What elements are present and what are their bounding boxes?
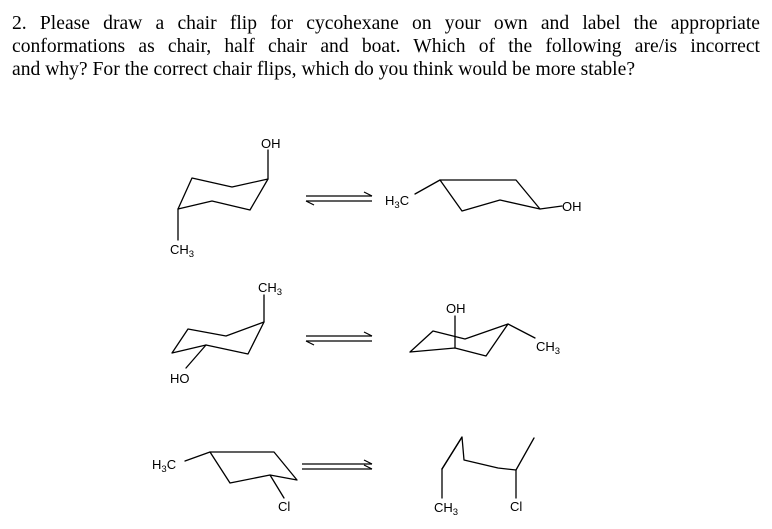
row1-right-chair [385, 180, 582, 214]
row2-right-chair [410, 301, 560, 357]
row2-left-ho-label: HO [170, 371, 190, 386]
row3-left-ring [210, 452, 297, 483]
row2-right-ring [410, 324, 508, 356]
row3-left-cl-label: Cl [278, 499, 291, 514]
row1-right-oh-label: OH [562, 199, 582, 214]
row3-left-h3c-label: $H_3C$ [152, 457, 177, 475]
question-line-3: and why? For the correct chair flips, which do you think would be more stable? [12, 59, 636, 80]
row1-left-ring [178, 178, 268, 210]
row3-right-ch3-label: $CH_3$ [434, 500, 459, 518]
row1-right-oh-bond [540, 206, 562, 209]
row3-right-ring-base [442, 437, 462, 469]
row1-left-ch3-label: $CH_3$ [170, 242, 195, 260]
question-line-1: 2. Please draw a chair flip for cycohexane on your own and label the appropriate [12, 13, 760, 34]
row3-equilibrium-arrow [302, 460, 372, 469]
row3-left-cl-bond [270, 475, 284, 498]
row2-left-ch3-label: $CH_3$ [258, 280, 283, 298]
row2-left-chair [170, 280, 282, 386]
row3-left-chair [152, 452, 297, 514]
row2-equilibrium-arrow [306, 332, 372, 345]
row2-right-ch3-label: $CH_3$ [536, 339, 561, 357]
row1-left-oh-label: OH [261, 136, 281, 151]
row3-right-ring [442, 437, 534, 470]
row1-equilibrium-arrow [306, 192, 372, 205]
row3-right-chair [434, 437, 534, 518]
row1-right-h3c-label: $H_3C$ [385, 193, 410, 211]
row1-right-ch3-bond [415, 180, 440, 194]
row2-right-oh-label: OH [446, 301, 466, 316]
row1-left-chair [170, 136, 281, 260]
row2-left-ring [172, 322, 264, 354]
question-line-2: conformations as chair, half chair and boat. Which of the following are/is incorrect [12, 36, 760, 57]
row1-right-ring [440, 180, 540, 211]
row2-right-ch3-bond [508, 324, 535, 338]
row3-left-ch3-bond [185, 452, 210, 461]
row3-right-cl-label: Cl [510, 499, 523, 514]
